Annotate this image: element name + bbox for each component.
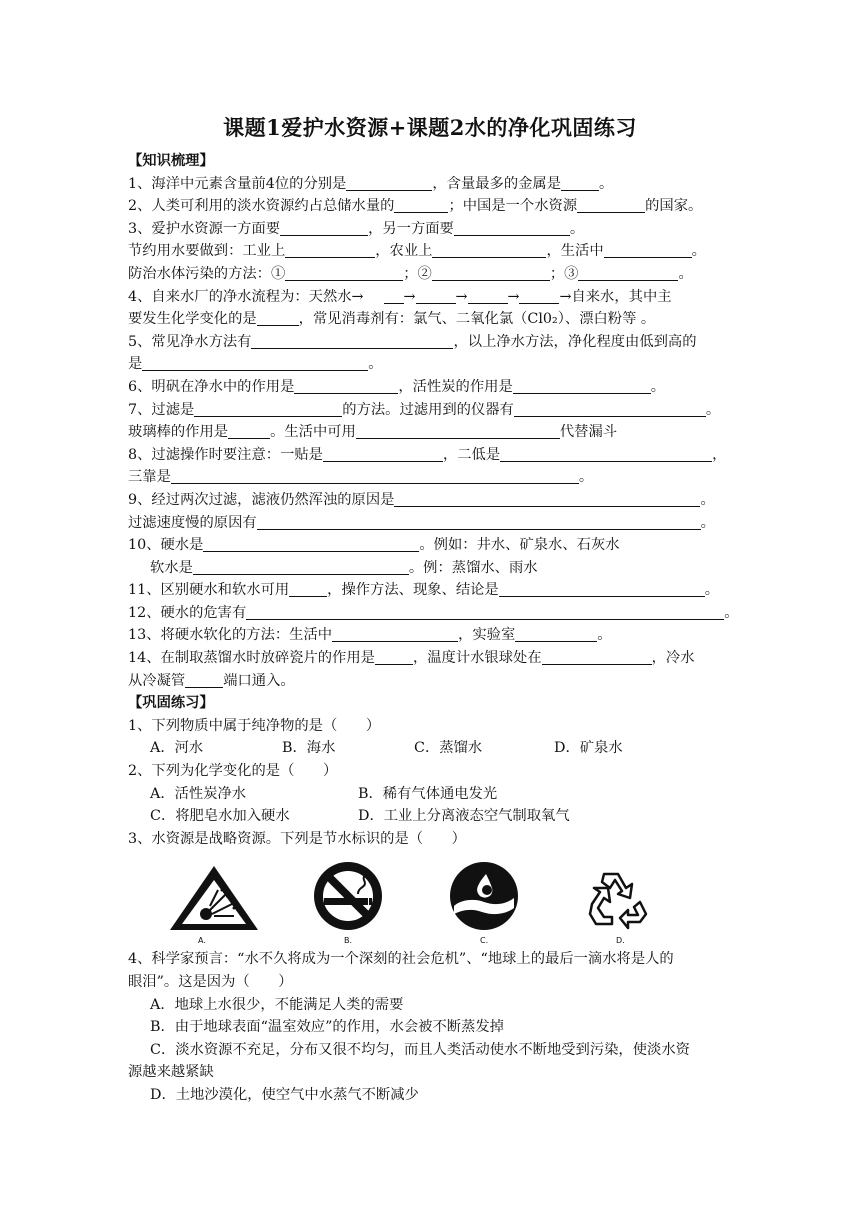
blank[interactable] [246,603,724,620]
blank[interactable] [515,625,597,642]
blank[interactable] [280,219,368,236]
blank[interactable] [332,625,458,642]
knowledge-item-10: 10、硬水是 。例如：井水、矿泉水、石灰水 [128,537,620,554]
blank[interactable] [257,513,701,530]
blank[interactable] [257,309,299,326]
section-practice-header: 【巩固练习】 [128,695,214,712]
blank[interactable] [577,196,645,213]
blank[interactable] [171,467,579,484]
blank[interactable] [323,445,443,462]
knowledge-item-3-pollution: 防治水体污染的方法：① ；② ；③ 。 [128,265,693,282]
knowledge-item-13: 13、将硬水软化的方法：生活中 ，实验室 。 [128,627,612,644]
option-a[interactable]: A．河水 [150,740,204,757]
option-b[interactable]: B．海水 [282,740,336,757]
option-c-line2[interactable]: 源越来越紧缺 [128,1064,214,1081]
knowledge-item-3-saving: 节约用水要做到：工业上 ，农业上 ，生活中 。 [128,243,706,260]
question-4-stem-line1: 4、科学家预言：“水不久将成为一个深刻的社会危机”、“地球上的最后一滴水将是人的 [128,951,674,968]
blank[interactable] [294,377,398,394]
knowledge-item-10-cont: 软水是 。例：蒸馏水、雨水 [150,559,538,576]
blank[interactable] [193,558,409,575]
blank[interactable] [185,671,223,688]
knowledge-item-5: 5、常见净水方法有 ，以上净水方法，净化程度由低到高的 [128,333,697,350]
question-4-stem-line2: 眼泪”。这是因为（ ） [128,974,293,990]
blank[interactable] [356,422,560,439]
question-3-stem: 3、水资源是战略资源。下列是节水标识的是（ ） [128,830,466,847]
question-3-icon-options [128,850,732,948]
blank[interactable] [432,264,550,281]
knowledge-item-2: 2、人类可利用的淡水资源约占总储水量的 ；中国是一个水资源 的国家。 [128,198,703,215]
knowledge-item-9-cont: 过滤速度慢的原因有 。 [128,514,715,531]
recycle-icon[interactable]: D. [566,860,666,940]
question-1-stem: 1、下列物质中属于纯净物的是（ ） [128,717,381,734]
blank[interactable] [228,422,270,439]
worksheet-content [128,150,739,1107]
option-c[interactable]: C．蒸馏水 [414,740,483,757]
knowledge-item-3: 3、爱护水资源一方面要 ，另一方面要 。 [128,220,585,237]
blank[interactable] [500,445,712,462]
knowledge-item-9: 9、经过两次过滤，滤液仍然浑浊的原因是 。 [128,491,715,508]
blank[interactable] [514,400,706,417]
blank[interactable] [384,287,404,304]
section-knowledge-header: 【知识梳理】 [128,153,214,169]
blank[interactable] [454,219,570,236]
knowledge-item-14: 14、在制取蒸馏水时放碎瓷片的作用是 ，温度计水银球处在 ，冷水 [128,650,695,667]
blank[interactable] [194,400,342,417]
knowledge-item-8-cont: 三靠是 。 [128,469,594,486]
blank[interactable] [375,648,413,665]
blank[interactable] [561,174,599,191]
blank[interactable] [394,196,448,213]
water-saving-icon[interactable]: C. [434,860,534,940]
blank[interactable] [285,264,403,281]
blank[interactable] [203,535,419,552]
question-1-options [128,737,732,760]
option-d[interactable]: D．工业上分离液态空气制取氧气 [358,808,570,825]
blank[interactable] [251,332,453,349]
question-2-options-row1 [128,783,732,806]
knowledge-item-4-cont: 要发生化学变化的是 ，常见消毒剂有：氯气、二氧化氯（Cl0₂）、漂白粉等 。 [128,311,656,328]
option-d[interactable]: D．土地沙漠化，使空气中水蒸气不断减少 [150,1086,419,1103]
knowledge-item-1: 1、海洋中元素含量前4位的分别是 ，含量最多的金属是 。 [128,175,614,192]
blank[interactable] [499,580,705,597]
option-d[interactable]: D．矿泉水 [554,740,623,757]
blank[interactable] [285,241,375,258]
blank[interactable] [432,241,546,258]
knowledge-item-5-cont: 是 。 [128,356,383,373]
blank[interactable] [542,648,652,665]
explosive-warning-icon[interactable]: A. [164,860,264,940]
blank[interactable] [416,287,456,304]
blank[interactable] [142,354,368,371]
option-b[interactable]: B．稀有气体通电发光 [358,785,498,802]
option-b[interactable]: B．由于地球表面“温室效应”的作用，水会被不断蒸发掉 [150,1019,504,1036]
worksheet-title: 课题1爱护水资源+课题2水的净化巩固练习 [223,115,637,140]
option-c-line1[interactable]: C．淡水资源不充足，分布又很不均匀，而且人类活动使水不断地受到污染，使淡水资 [150,1041,690,1058]
blank[interactable] [513,377,651,394]
option-c[interactable]: C．将肥皂水加入硬水 [150,808,290,825]
knowledge-item-7-cont: 玻璃棒的作用是 。生活中可用 代替漏斗 [128,424,618,441]
blank[interactable] [394,490,700,507]
knowledge-item-7: 7、过滤是 的方法。过滤用到的仪器有 。 [128,401,721,418]
knowledge-item-6: 6、明矾在净水中的作用是 ，活性炭的作用是 。 [128,378,666,395]
blank[interactable] [604,241,692,258]
option-a[interactable]: A．地球上水很少，不能满足人类的需要 [150,996,404,1013]
knowledge-item-4: 4、自来水厂的净水流程为：天然水→ → → → →自来水，其中主 [128,288,672,305]
knowledge-item-11: 11、区别硬水和软水可用 ，操作方法、现象、结论是 。 [128,582,720,599]
no-smoking-icon[interactable]: B. [298,860,398,940]
blank[interactable] [346,174,432,191]
option-a[interactable]: A．活性炭净水 [150,785,247,802]
question-2-stem: 2、下列为化学变化的是（ ） [128,763,338,780]
knowledge-item-8: 8、过滤操作时要注意：一贴是 ，二低是 ， [128,446,727,463]
question-2-options-row2 [128,805,732,828]
knowledge-item-14-cont: 从冷凝管 端口通入。 [128,672,295,689]
blank[interactable] [289,580,327,597]
knowledge-item-12: 12、硬水的危害有 。 [128,604,739,621]
blank[interactable] [468,287,508,304]
blank[interactable] [578,264,678,281]
blank[interactable] [519,287,559,304]
